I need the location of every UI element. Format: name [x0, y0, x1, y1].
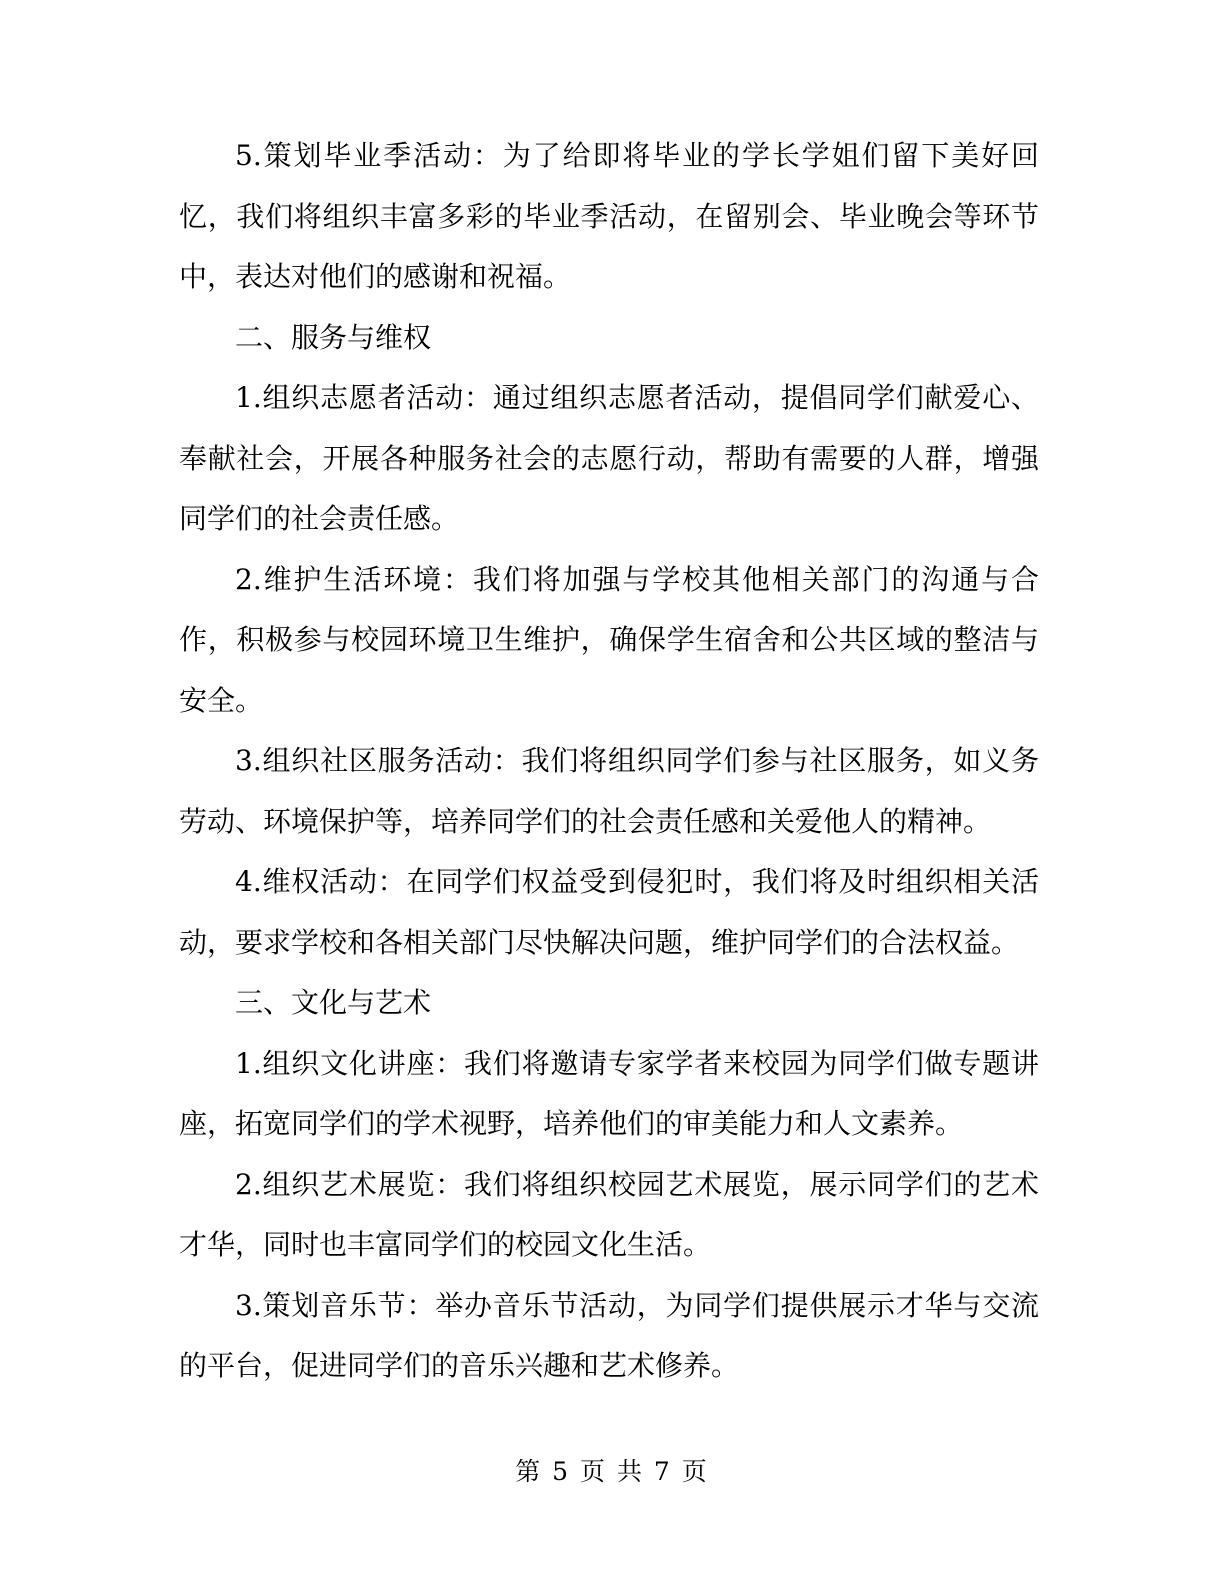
document-body — [179, 126, 1039, 1397]
paragraph-graduation-season: 5.策划毕业季活动：为了给即将毕业的学长学姐们留下美好回忆，我们将组织丰富多彩的毕业季活动，在留别会、毕业晚会等环节中，表达对他们的感谢和祝福。 — [179, 139, 1039, 293]
section-heading-culture-art: 三、文化与艺术 — [235, 986, 432, 1019]
paragraph-culture-lecture: 1.组织文化讲座：我们将邀请专家学者来校园为同学们做专题讲座，拓宽同学们的学术视野，培养他们的审美能力和人文素养。 — [179, 1046, 1039, 1140]
paragraph-rights-protection: 4.维权活动：在同学们权益受到侵犯时，我们将及时组织相关活动，要求学校和各相关部门尽快解决问题，维护同学们的合法权益。 — [179, 865, 1039, 959]
page-number-footer: 第 5 页 共 7 页 — [515, 1457, 709, 1486]
section-heading-service-rights: 二、服务与维权 — [235, 320, 432, 354]
paragraph-music-festival: 3.策划音乐节：举办音乐节活动，为同学们提供展示才华与交流的平台，促进同学们的音乐兴趣和艺术修养。 — [179, 1288, 1039, 1382]
paragraph-community-service: 3.组织社区服务活动：我们将组织同学们参与社区服务，如义务劳动、环境保护等，培养同学们的社会责任感和关爱他人的精神。 — [179, 744, 1039, 838]
paragraph-art-exhibition: 2.组织艺术展览：我们将组织校园艺术展览，展示同学们的艺术才华，同时也丰富同学们的校园文化生活。 — [179, 1167, 1039, 1261]
paragraph-volunteer: 1.组织志愿者活动：通过组织志愿者活动，提倡同学们献爱心、奉献社会，开展各种服务社会的志愿行动，帮助有需要的人群，增强同学们的社会责任感。 — [179, 381, 1039, 535]
paragraph-living-environment: 2.维护生活环境：我们将加强与学校其他相关部门的沟通与合作，积极参与校园环境卫生维护，确保学生宿舍和公共区域的整洁与安全。 — [179, 562, 1039, 717]
